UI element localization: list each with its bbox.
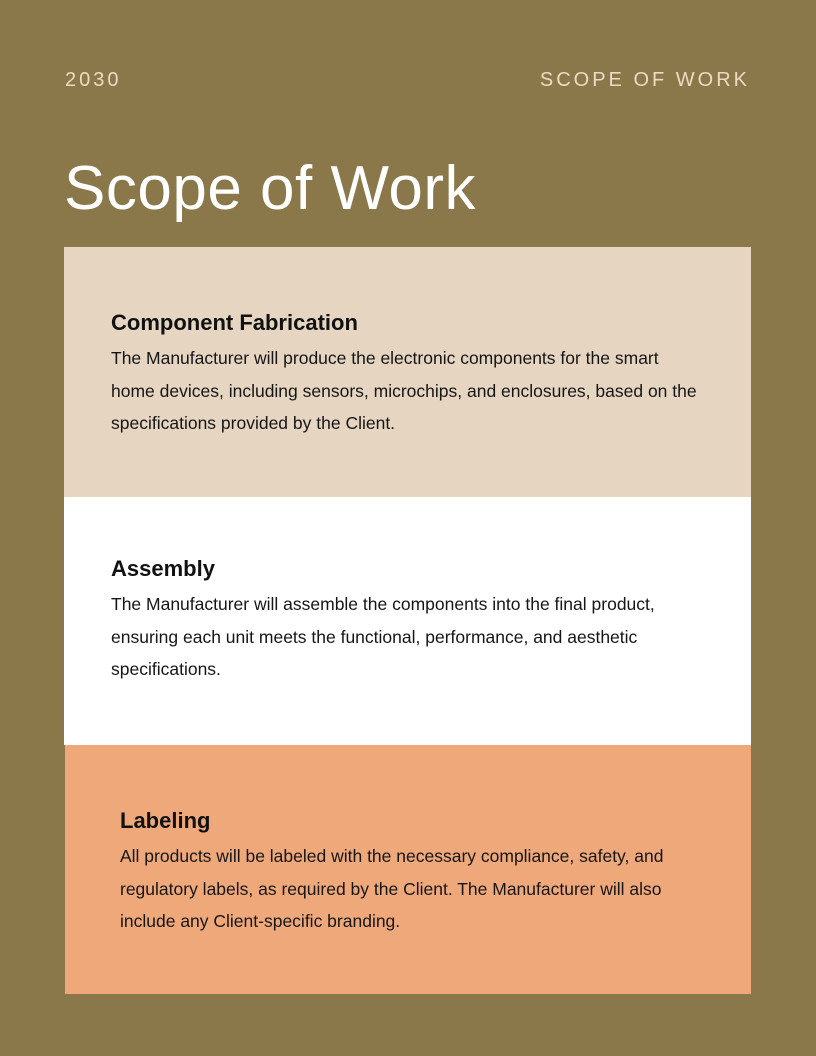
section-label: SCOPE OF WORK xyxy=(539,69,750,91)
section-component-fabrication xyxy=(64,247,751,497)
section-heading: Assembly xyxy=(111,556,215,581)
section-heading: Component Fabrication xyxy=(111,310,358,335)
section-body: The Manufacturer will produce the electronic components for the smart home devices, including sensors, microchips, and enclosures, based on the specifications provided by the Client. xyxy=(111,348,697,433)
section-labeling xyxy=(65,745,751,994)
page-title: Scope of Work xyxy=(64,154,476,223)
section-body: All products will be labeled with the necessary compliance, safety, and regulatory labels, as required by the Client. The Manufacturer will also include any Client-specific branding. xyxy=(120,846,664,931)
section-body: The Manufacturer will assemble the components into the final product, ensuring each unit meets the functional, performance, and aesthetic specifications. xyxy=(111,594,655,679)
document-year: 2030 xyxy=(65,69,122,91)
section-heading: Labeling xyxy=(120,808,211,833)
section-assembly xyxy=(64,497,751,745)
